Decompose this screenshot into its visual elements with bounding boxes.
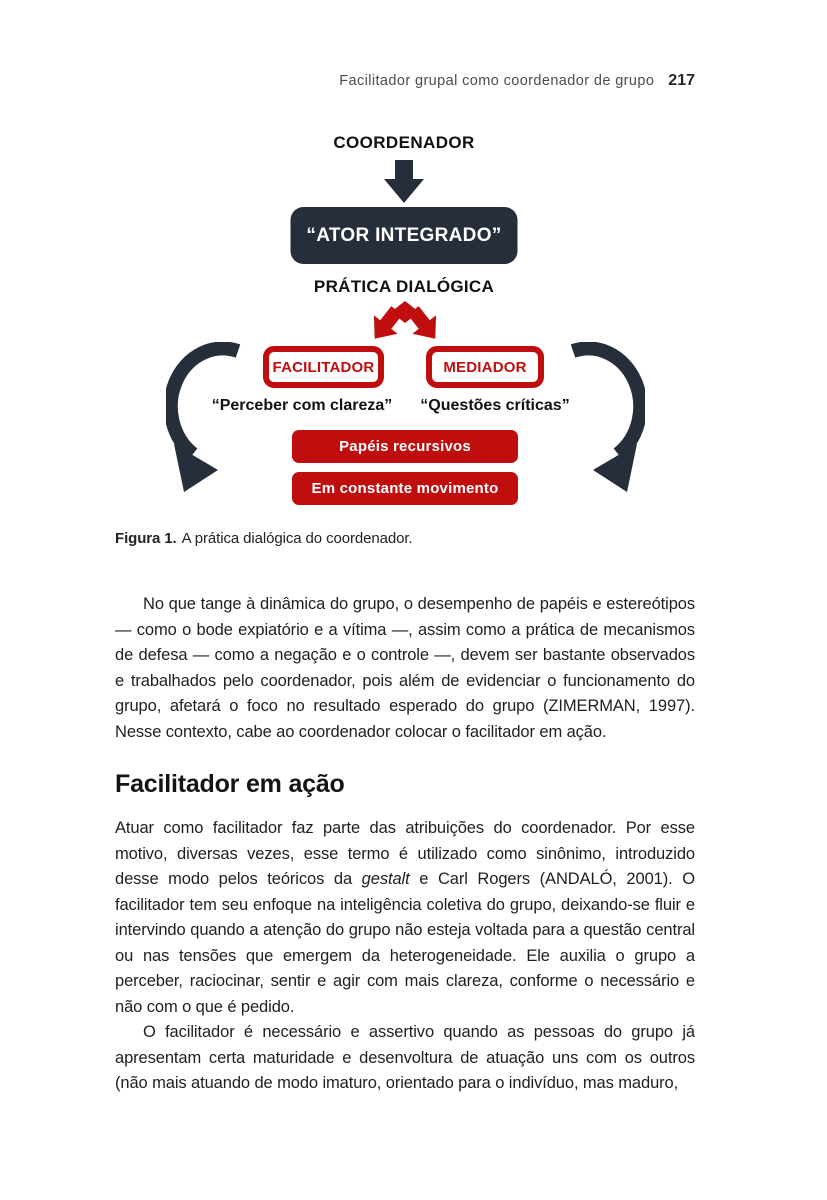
section-heading: Facilitador em ação <box>115 770 345 798</box>
facilitador-quote: “Perceber com clareza” <box>211 397 393 414</box>
diagram-pratica-label: PRÁTICA DIALÓGICA <box>313 277 495 296</box>
block-arrow-down-icon <box>383 160 425 203</box>
figure-caption <box>115 530 412 547</box>
red-split-arrow-icon <box>369 301 441 345</box>
diagram-facilitador-box <box>263 346 384 388</box>
paragraph-2-italic-term: gestalt <box>361 870 410 888</box>
page-header <box>115 72 695 90</box>
page-number: 217 <box>668 72 695 89</box>
paragraph-2-segment-2: e Carl Rogers (ANDALÓ, 2001). O facilitador tem seu enfoque na inteligência coletiva do grupo, deixando-se fluir e intervindo quando a atenção do grupo não esteja voltada para a questão central ou nas tensões que emergem da heterogeneidade. Ele auxilia o grupo a perceber, raciocinar, sentir e agir com mais clareza, conforme o necessário e não com o que é pedido. <box>115 870 695 1016</box>
paragraph-2-segment-1: Atuar como facilitador faz parte das atribuições do coordenador. Por esse motivo, diversas vezes, esse termo é utilizado como sinônimo, introduzido desse modo pelos teóricos da <box>115 819 695 888</box>
diagram-mediador-box <box>426 346 544 388</box>
figure-caption-text: A prática dialógica do coordenador. <box>181 530 413 547</box>
mediador-quote: “Questões críticas” <box>420 397 570 414</box>
diagram-band-papeis <box>292 430 518 463</box>
paragraph-2 <box>115 816 695 1020</box>
body-text <box>115 592 695 1097</box>
curved-arrow-right-icon <box>557 342 645 492</box>
diagram-coordenador-label: COORDENADOR <box>333 133 475 152</box>
mediador-label: MEDIADOR <box>443 358 527 376</box>
diagram-band-movimento <box>292 472 518 505</box>
curved-arrow-left-icon <box>166 342 254 492</box>
paragraph-3: O facilitador é necessário e assertivo quando as pessoas do grupo já apresentam certa maturidade e desenvoltura de atuação uns com os outros (não mais atuando de modo imaturo, orientado para o indivíduo, mas maduro, <box>115 1023 695 1092</box>
facilitador-label: FACILITADOR <box>272 358 375 376</box>
paragraph-1: No que tange à dinâmica do grupo, o desempenho de papéis e estereótipos — como o bode expiatório e a vítima —, assim como a prática de mecanismos de defesa — como a negação e o controle —, devem ser bastante observados e trabalhados pelo coordenador, pois além de evidenciar o funcionamento do grupo, afetará o foco no resultado esperado do grupo (ZIMERMAN, 1997). Nesse contexto, cabe ao coordenador colocar o facilitador em ação. <box>115 595 695 741</box>
figure-caption-label: Figura 1. <box>115 530 177 547</box>
band-movimento-label: Em constante movimento <box>311 480 499 497</box>
band-papeis-label: Papéis recursivos <box>339 438 471 455</box>
running-title: Facilitador grupal como coordenador de grupo <box>339 73 655 89</box>
ator-integrado-label: “ATOR INTEGRADO” <box>306 224 502 246</box>
diagram-ator-integrado-box <box>291 207 518 264</box>
